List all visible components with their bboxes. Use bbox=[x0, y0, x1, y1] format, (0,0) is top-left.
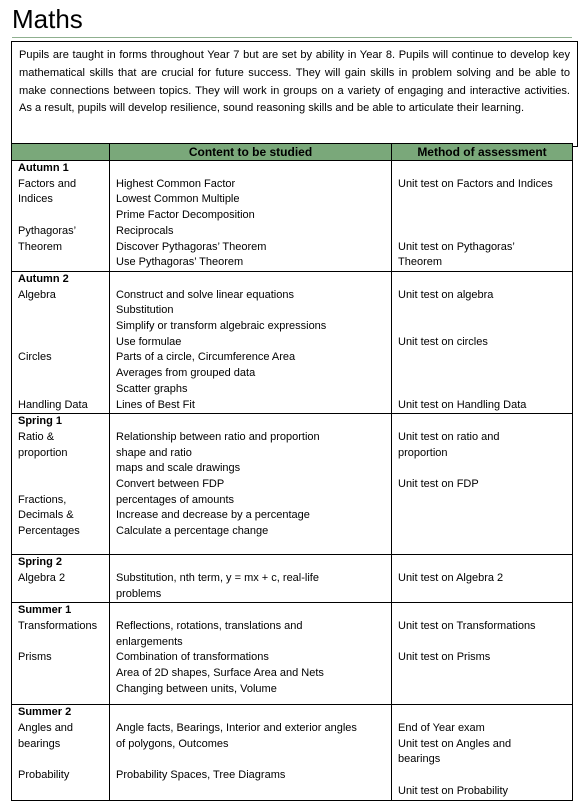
assessment-list: End of Year exam Unit test on Angles and bearings Unit test on Probability bbox=[398, 722, 512, 797]
assessment-cell bbox=[392, 705, 573, 801]
assessment-cell bbox=[392, 161, 573, 272]
content-list: Relationship between ratio and proportion shape and ratio maps and scale drawings Convert between FDP percentages of amounts Increase and decrease by a percentage Calculate a percentage change bbox=[116, 430, 320, 538]
assessment-cell bbox=[392, 414, 573, 555]
term-cell bbox=[12, 414, 110, 555]
term-label: Spring 2 bbox=[18, 556, 63, 569]
topic-list: Angles and bearings Probability bbox=[18, 722, 74, 782]
table-row bbox=[12, 271, 573, 413]
content-cell bbox=[110, 161, 392, 272]
assessment-cell bbox=[392, 555, 573, 603]
page-title: Maths bbox=[12, 4, 83, 34]
term-label: Spring 1 bbox=[18, 415, 63, 428]
content-list: Angle facts, Bearings, Interior and exterior angles of polygons, Outcomes Probability Spaces, Tree Diagrams bbox=[116, 722, 357, 782]
topic-list: Ratio & proportion Fractions, Decimals & Percentages bbox=[18, 430, 80, 538]
curriculum-table bbox=[11, 143, 573, 801]
table-header-row bbox=[12, 144, 573, 161]
content-cell bbox=[110, 414, 392, 555]
term-cell bbox=[12, 603, 110, 705]
term-cell bbox=[12, 271, 110, 413]
term-label: Autumn 1 bbox=[18, 162, 69, 174]
content-list: Substitution, nth term, y = mx + c, real-life problems bbox=[116, 571, 319, 600]
assessment-cell bbox=[392, 603, 573, 705]
content-list: Construct and solve linear equations Substitution Simplify or transform algebraic expressions Use formulae Parts of a circle, Circumference Area Averages from grouped data Scatter graphs Lines of Best Fit bbox=[116, 288, 327, 411]
term-label: Autumn 2 bbox=[18, 272, 69, 285]
term-cell bbox=[12, 555, 110, 603]
assessment-list: Unit test on algebra Unit test on circles Unit test on Handling Data bbox=[398, 288, 527, 411]
topic-list: Algebra Circles Handling Data bbox=[18, 288, 88, 411]
content-list: Highest Common Factor Lowest Common Multiple Prime Factor Decomposition Reciprocals Discover Pythagoras’ Theorem Use Pythagoras’ Theorem bbox=[116, 177, 267, 269]
topic-list: Factors and Indices Pythagoras’ Theorem bbox=[18, 177, 77, 253]
term-label: Summer 2 bbox=[18, 706, 72, 719]
table-row bbox=[12, 705, 573, 801]
table-row bbox=[12, 603, 573, 705]
content-cell bbox=[110, 705, 392, 801]
term-cell bbox=[12, 705, 110, 801]
topic-list: Algebra 2 bbox=[18, 571, 66, 584]
header-content: Content to be studied bbox=[110, 144, 392, 161]
title-underline bbox=[12, 37, 572, 38]
content-cell bbox=[110, 555, 392, 603]
assessment-list: Unit test on ratio and proportion Unit test on FDP bbox=[398, 430, 500, 491]
intro-paragraph: Pupils are taught in forms throughout Year 7 but are set by ability in Year 8. Pupils will continue to develop key mathematical skills that are crucial for future success. They will gain skills in problem solving and be able to make connections between topics. They will work in groups on a variety of engaging and interactive activities. As a result, pupils will develop resilience, sound reasoning skills and be able to articulate their learning. bbox=[11, 41, 578, 147]
assessment-cell bbox=[392, 271, 573, 413]
term-label: Summer 1 bbox=[18, 604, 72, 617]
topic-list: Transformations Prisms bbox=[18, 620, 98, 664]
assessment-list: Unit test on Transformations Unit test on Prisms bbox=[398, 620, 536, 664]
content-cell bbox=[110, 603, 392, 705]
content-cell bbox=[110, 271, 392, 413]
header-term bbox=[12, 144, 110, 161]
term-cell bbox=[12, 161, 110, 272]
assessment-list: Unit test on Factors and Indices Unit test on Pythagoras’ Theorem bbox=[398, 177, 553, 269]
table-row bbox=[12, 161, 573, 272]
table-row bbox=[12, 414, 573, 555]
content-list: Reflections, rotations, translations and enlargements Combination of transformations Area of 2D shapes, Surface Area and Nets Changing between units, Volume bbox=[116, 620, 324, 695]
table-row bbox=[12, 555, 573, 603]
header-assessment: Method of assessment bbox=[392, 144, 573, 161]
assessment-list: Unit test on Algebra 2 bbox=[398, 571, 504, 584]
